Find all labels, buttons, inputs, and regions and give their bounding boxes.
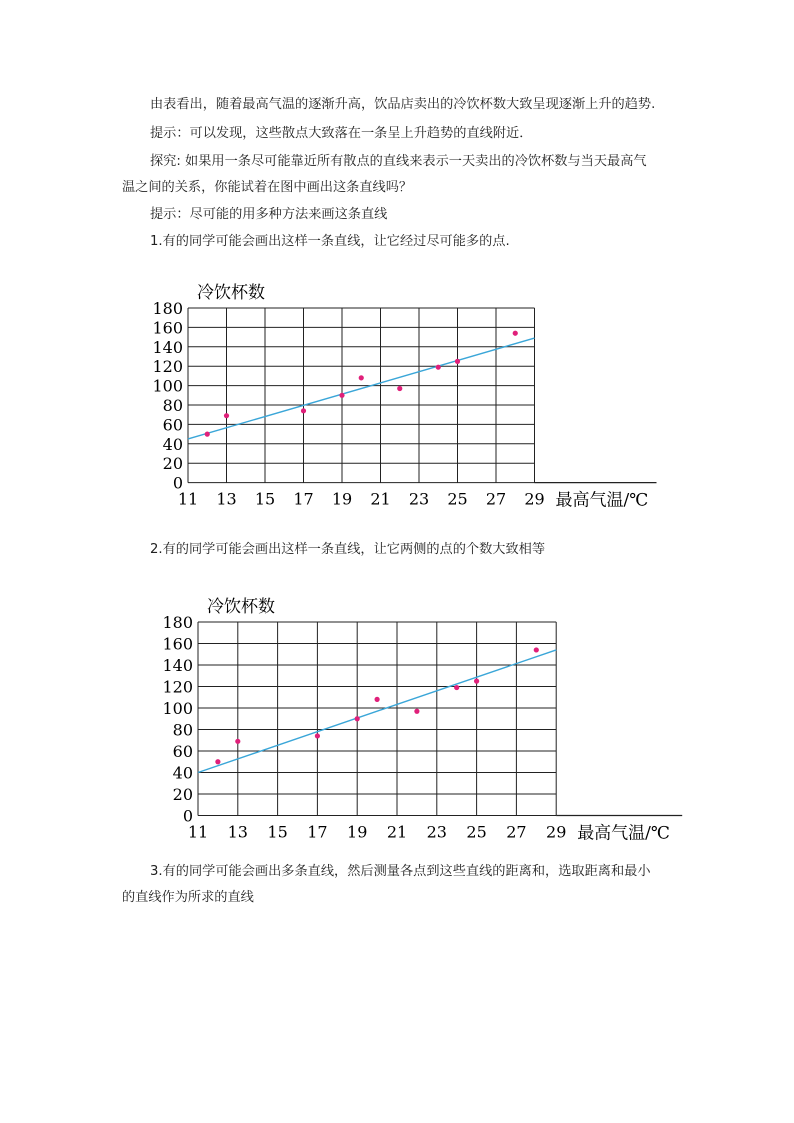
chart2-y-tick-label: 60 [172, 742, 193, 761]
chart2-y-tick-label: 0 [182, 806, 193, 826]
chart2-x-tick-label: 15 [267, 822, 288, 842]
paragraph-method-3-line1: 3.有的同学可能会画出多条直线，然后测量各点到这些直线的距离和，选取距离和最小 [150, 864, 651, 879]
chart1-x-tick-label: 17 [293, 489, 314, 509]
scatter-chart-2 [150, 590, 710, 845]
chart2-x-tick-label: 25 [466, 822, 487, 842]
chart1-x-tick-label: 15 [254, 489, 276, 509]
chart2-data-point [375, 697, 380, 702]
chart1-data-point [513, 331, 518, 336]
chart1-y-tick-label: 60 [162, 415, 183, 435]
chart2-y-tick-label: 180 [162, 613, 193, 632]
chart2-fit-line [198, 650, 556, 773]
chart2-y-tick-label: 120 [162, 677, 193, 697]
chart1-x-tick-label: 29 [524, 489, 545, 509]
chart2-data-point [215, 759, 220, 764]
paragraph-method-3-line2: 的直线作为所求的直线 [122, 890, 254, 905]
chart1-fit-line [188, 338, 535, 439]
chart2-data-point [355, 716, 360, 721]
paragraph-hint-1: 提示：可以发现，这些散点大致落在一条呈上升趋势的直线附近． [150, 126, 533, 141]
chart2-y-tick-label: 40 [172, 763, 193, 783]
chart2-data-point [474, 679, 479, 684]
chart1-x-tick-label: 19 [331, 489, 353, 509]
chart2-data-point [414, 709, 419, 714]
chart1-y-tick-label: 100 [152, 376, 183, 396]
chart1-x-tick-label: 13 [216, 489, 237, 509]
paragraph-method-1: 1.有的同学可能会画出这样一条直线，让它经过尽可能多的点. [150, 234, 510, 249]
chart1-x-tick-label: 27 [485, 489, 507, 509]
chart2-x-tick-label: 13 [227, 822, 248, 842]
chart1-x-tick-label: 11 [177, 489, 199, 509]
scatter-chart-1 [150, 270, 680, 525]
chart2-x-tick-label: 21 [386, 822, 408, 842]
chart1-data-point [301, 408, 306, 413]
chart1-y-tick-label: 0 [172, 473, 183, 493]
chart2-data-point [235, 739, 240, 744]
chart2-x-tick-label: 27 [506, 822, 527, 842]
chart2-y-tick-label: 20 [172, 785, 193, 804]
chart2-y-tick-label: 160 [162, 634, 193, 654]
chart1-x-tick-label: 23 [408, 489, 430, 509]
chart2-data-point [315, 733, 320, 738]
chart1-y-tick-label: 40 [162, 434, 183, 454]
chart2-y-tick-label: 140 [162, 656, 193, 675]
chart1-data-point [397, 386, 402, 391]
chart1-x-tick-label: 21 [370, 489, 391, 509]
chart2-y-axis-title: 冷饮杯数 [207, 597, 275, 617]
chart2-data-point [454, 685, 459, 690]
chart2-x-tick-label: 17 [307, 822, 328, 842]
chart1-data-point [339, 393, 344, 398]
chart2-data-point [534, 647, 539, 652]
chart2-x-tick-label: 19 [347, 822, 368, 842]
chart1-y-tick-label: 120 [152, 357, 183, 377]
paragraph-hint-2: 提示：尽可能的用多种方法来画这条直线 [150, 207, 388, 222]
chart1-data-point [455, 359, 460, 364]
chart2-x-tick-label: 29 [546, 822, 567, 842]
chart1-y-tick-label: 20 [162, 454, 183, 474]
chart1-x-axis-title: 最高气温/℃ [555, 490, 649, 511]
chart2-x-tick-label: 23 [426, 822, 447, 842]
chart1-y-tick-label: 160 [152, 318, 183, 338]
chart2-y-tick-label: 100 [162, 699, 193, 718]
paragraph-explore-line1: 探究: 如果用一条尽可能靠近所有散点的直线来表示一天卖出的冷饮杯数与当天最高气 [150, 154, 647, 169]
chart1-y-tick-label: 80 [162, 396, 183, 415]
chart1-data-point [205, 432, 210, 437]
chart1-y-tick-label: 180 [152, 299, 183, 318]
chart1-y-axis-title: 冷饮杯数 [197, 283, 265, 303]
paragraph-method-2: 2.有的同学可能会画出这样一条直线，让它两侧的点的个数大致相等 [150, 542, 546, 557]
chart2-x-axis-title: 最高气温/℃ [577, 823, 670, 844]
chart1-data-point [359, 375, 364, 380]
chart2-x-tick-label: 11 [187, 822, 209, 842]
chart1-y-tick-label: 140 [152, 337, 183, 357]
paragraph-trend: 由表看出，随着最高气温的逐渐升高，饮品店卖出的冷饮杯数大致呈现逐渐上升的趋势. [150, 97, 656, 112]
paragraph-explore-line2: 温之间的关系，你能试着在图中画出这条直线吗？ [122, 180, 413, 195]
chart1-data-point [436, 365, 441, 370]
chart1-data-point [224, 413, 229, 418]
chart2-y-tick-label: 80 [172, 720, 193, 740]
chart1-x-tick-label: 25 [447, 489, 468, 509]
